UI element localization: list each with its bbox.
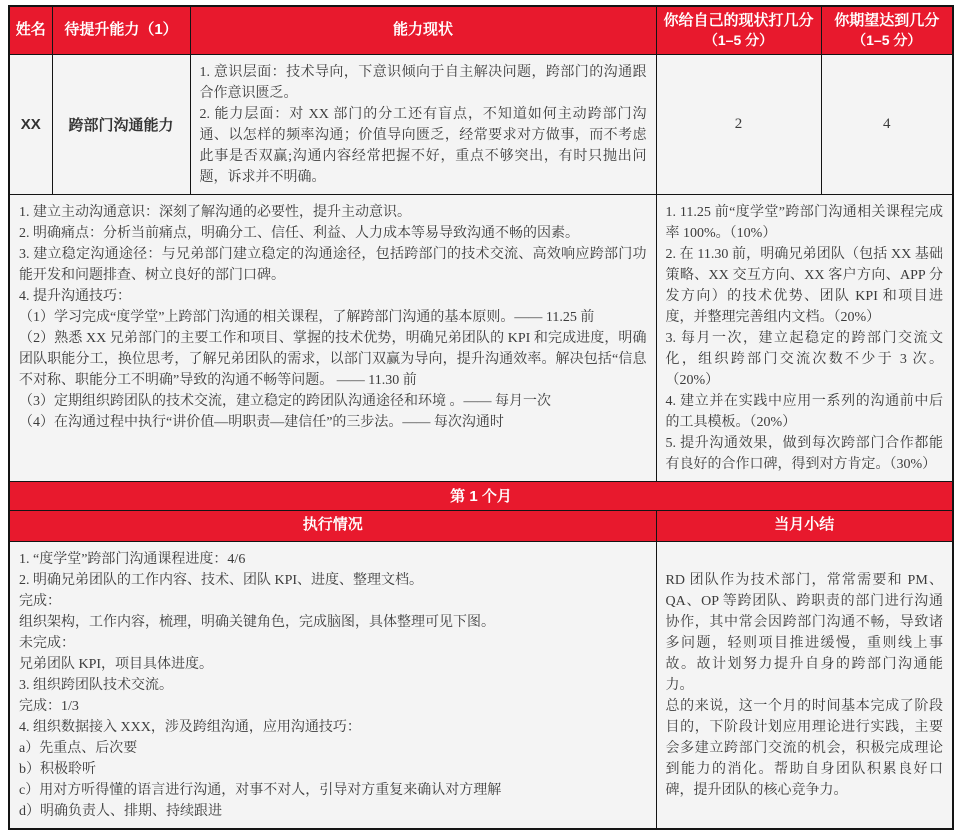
column-header-ability: 待提升能力（1） <box>52 6 190 54</box>
text-line: 3. 每月一次，建立起稳定的跨部门交流文化，组织跨部门交流次数不少于 3 次。（20%） <box>665 330 943 388</box>
plan-row <box>9 194 953 481</box>
column-header-self-score <box>656 6 821 54</box>
text-line: 完成： <box>19 593 61 609</box>
target-score-value: 4 <box>821 54 953 194</box>
column-header-name: 姓名 <box>9 6 52 54</box>
text-line: （3）定期组织跨团队的技术交流，建立稳定的跨团队沟通途径和环境 。—— 每月一次 <box>19 393 551 409</box>
self-score-range: （1–5 分） <box>703 31 774 48</box>
improvement-plan-text <box>10 195 656 439</box>
text-line: 4. 提升沟通技巧： <box>19 288 131 304</box>
month-band-row <box>9 481 953 510</box>
target-score-label: 你期望达到几分 <box>834 11 940 29</box>
column-header-target-score <box>821 6 953 54</box>
month-content-row <box>9 541 953 829</box>
text-line: a）先重点、后次要 <box>19 740 138 756</box>
ability-status-text <box>191 55 656 194</box>
text-line: b）积极聆听 <box>19 761 96 777</box>
execution-cell <box>9 541 656 829</box>
text-line: （1）学习完成“度学堂”上跨部门沟通的相关课程，了解跨部门沟通的基本原则。—— 11.25 前 <box>19 309 595 325</box>
improvement-plan-cell <box>9 194 656 481</box>
text-line: 5. 提升沟通效果，做到每次跨部门合作都能有良好的合作口碑，得到对方肯定。（30%） <box>665 435 943 472</box>
text-line: 1. 建立主动沟通意识：深刻了解沟通的必要性，提升主动意识。 <box>19 204 411 220</box>
text-line: 3. 建立稳定沟通途径：与兄弟部门建立稳定的沟通途径，包括跨部门的技术交流、高效响应跨部门功能开发和问题排查、树立良好的部门口碑。 <box>19 246 647 283</box>
text-line: （4）在沟通过程中执行“讲价值—明职责—建信任”的三步法。—— 每次沟通时 <box>19 414 504 430</box>
summary-text <box>657 563 953 807</box>
text-line: 2. 明确兄弟团队的工作内容、技术、团队 KPI、进度、整理文档。 <box>19 572 424 588</box>
text-line: （2）熟悉 XX 兄弟部门的主要工作和项目、掌握的技术优势，明确兄弟团队的 KPI 和完成进度，明确团队职能分工，换位思考，了解兄弟团队的需求，以部门双赢为导向，提升沟通效率。解决包括“信息不对称、职能分工不明确”导致的沟通不畅等问题。 —— 11.30 前 <box>19 330 647 388</box>
self-score-label: 你给自己的现状打几分 <box>663 11 814 29</box>
month-band: 第 1 个月 <box>9 481 953 510</box>
assessment-criteria-text <box>657 195 953 481</box>
text-line: 1. 11.25 前“度学堂”跨部门沟通相关课程完成率 100%。（10%） <box>665 204 943 241</box>
text-line: RD 团队作为技术部门，常常需要和 PM、QA、OP 等跨团队、跨职责的部门进行沟通协作，其中常会因跨部门沟通不畅，导致诸多问题，轻则项目推进缓慢，重则线上事故。故计划努力提升自身的跨部门沟通能力。 <box>665 572 943 693</box>
capability-review-table <box>8 5 954 830</box>
text-line: 兄弟团队 KPI，项目具体进度。 <box>19 656 214 672</box>
text-line: 1. “度学堂”跨部门沟通课程进度：4/6 <box>19 551 246 567</box>
text-line: 2. 明确痛点：分析当前痛点，明确分工、信任、利益、人力成本等易导致沟通不畅的因素。 <box>19 225 579 241</box>
person-row <box>9 54 953 194</box>
summary-header: 当月小结 <box>656 510 953 541</box>
execution-text <box>10 542 656 828</box>
target-score-range: （1–5 分） <box>852 31 922 48</box>
month-header-row <box>9 510 953 541</box>
ability-status-cell <box>190 54 656 194</box>
assessment-criteria-cell <box>656 194 953 481</box>
text-line: 完成：1/3 <box>19 698 79 714</box>
ability-to-improve: 跨部门沟通能力 <box>52 54 190 194</box>
self-score-value: 2 <box>656 54 821 194</box>
text-line: 2. 能力层面：对 XX 部门的分工还有盲点，不知道如何主动跨部门沟通、以怎样的频率沟通；价值导向匮乏，经常要求对方做事，而不考虑此事是否双赢;沟通内容经常把握不好，重点不够突出，有时只抛出问题，诉求并不明确。 <box>199 106 647 185</box>
execution-header: 执行情况 <box>9 510 656 541</box>
text-line: 4. 建立并在实践中应用一系列的沟通前中后的工具模板。（20%） <box>665 393 943 430</box>
summary-cell <box>656 541 953 829</box>
text-line: 总的来说，这一个月的时间基本完成了阶段目的，下阶段计划应用理论进行实践，主要会多建立跨部门交流的机会，积极完成理论到能力的消化。帮助自身团队积累良好口碑，提升团队的核心竞争力。 <box>665 698 943 798</box>
text-line: 3. 组织跨团队技术交流。 <box>19 677 173 693</box>
text-line: c）用对方听得懂的语言进行沟通，对事不对人，引导对方重复来确认对方理解 <box>19 782 502 798</box>
text-line: 组织架构，工作内容，梳理，明确关键角色，完成脑图，具体整理可见下图。 <box>19 614 495 630</box>
column-header-status: 能力现状 <box>190 6 656 54</box>
person-name: XX <box>9 54 52 194</box>
text-line: 未完成： <box>19 635 75 651</box>
text-line: 2. 在 11.30 前，明确兄弟团队（包括 XX 基础策略、XX 交互方向、XX 客户方向、APP 分发方向）的技术优势、团队 KPI 和项目进度，并整理完善组内文档。（20%） <box>665 246 943 325</box>
text-line: 1. 意识层面：技术导向，下意识倾向于自主解决问题，跨部门的沟通跟合作意识匮乏。 <box>199 64 647 101</box>
text-line: d）明确负责人、排期、持续跟进 <box>19 803 222 819</box>
header-row <box>9 6 953 54</box>
text-line: 4. 组织数据接入 XXX，涉及跨组沟通，应用沟通技巧： <box>19 719 361 735</box>
